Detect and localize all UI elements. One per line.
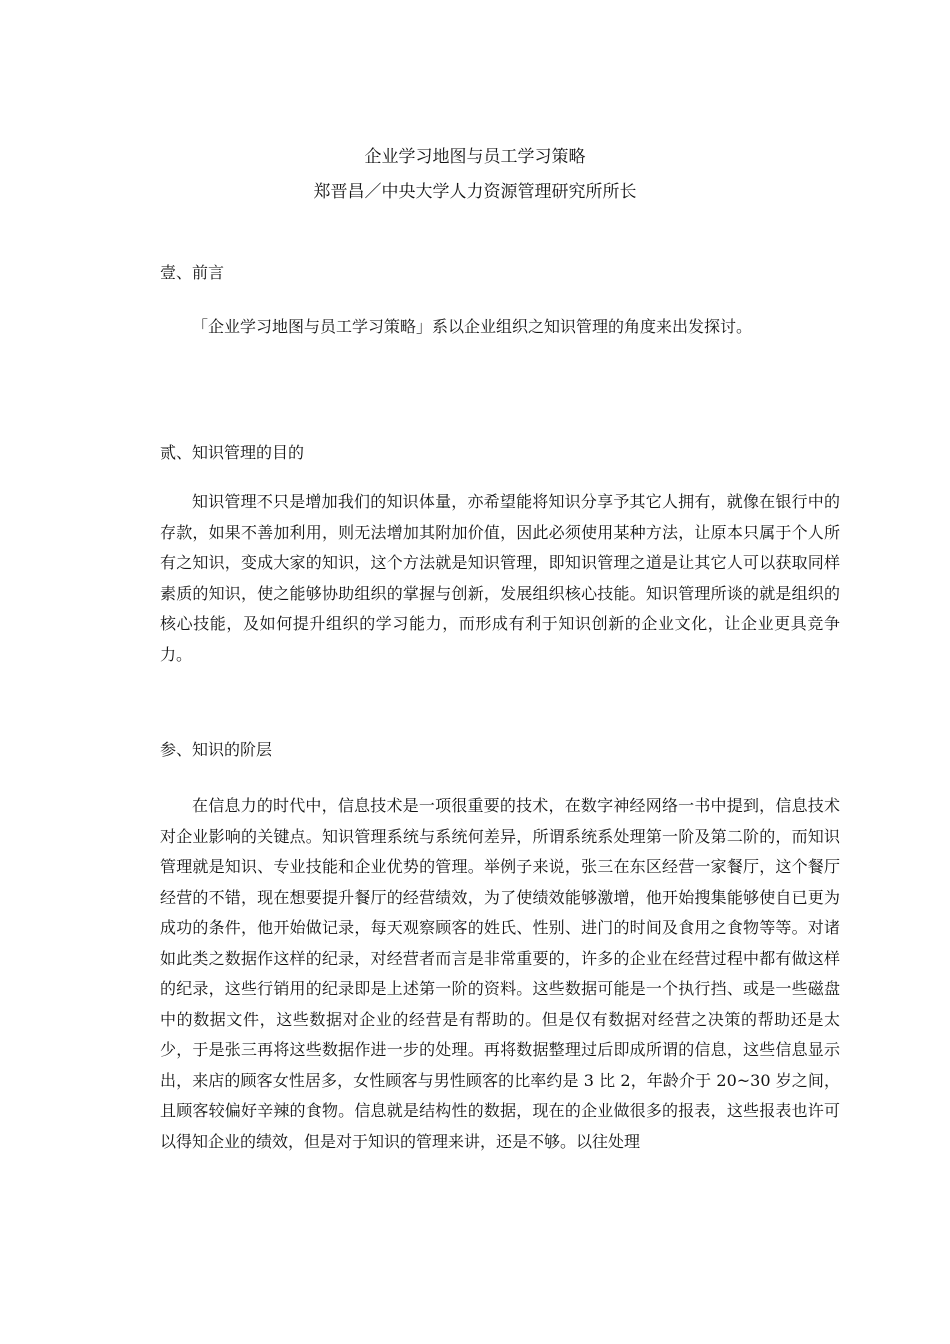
- section-paragraph-hierarchy: 在信息力的时代中，信息技术是一项很重要的技术，在数字神经网络一书中提到，信息技术对企业影响的关键点。知识管理系统与系统何差异，所谓系统系处理第一阶及第二阶的，而知识管理就是知识、专业技能和企业优势的管理。举例子来说，张三在东区经营一家餐厅，这个餐厅经营的不错，现在想要提升餐厅的经营绩效，为了使绩效能够激增，他开始搜集能够使自已更为成功的条件，他开始做记录，每天观察顾客的姓氏、性别、进门的时间及食用之食物等等。对诸如此类之数据作这样的纪录，对经营者而言是非常重要的，许多的企业在经营过程中都有做这样的纪录，这些行销用的纪录即是上述第一阶的资料。这些数据可能是一个执行挡、或是一些磁盘中的数据文件，这些数据对企业的经营是有帮助的。但是仅有数据对经营之决策的帮助还是太少，于是张三再将这些数据作进一步的处理。再将数据整理过后即成所谓的信息，这些信息显示出，来店的顾客女性居多，女性顾客与男性顾客的比率约是 3 比 2，年龄介于 20~30 岁之间，且顾客较偏好辛辣的食物。信息就是结构性的数据，现在的企业做很多的报表，这些报表也许可以得知企业的绩效，但是对于知识的管理来讲，还是不够。以往处理: [160, 796, 840, 1151]
- section-paragraph-preface: 「企业学习地图与员工学习策略」系以企业组织之知识管理的角度来出发探讨。: [192, 317, 753, 336]
- section-heading-preface: 壹、前言: [160, 263, 225, 282]
- section-heading-purpose: 贰、知识管理的目的: [160, 443, 305, 462]
- document-subtitle: 郑晋昌／中央大学人力资源管理研究所所长: [313, 182, 637, 202]
- document-title: 企业学习地图与员工学习策略: [364, 147, 586, 167]
- section-paragraph-purpose: 知识管理不只是增加我们的知识体量，亦希望能将知识分享予其它人拥有，就像在银行中的存款，如果不善加利用，则无法增加其附加价值，因此必须使用某种方法，让原本只属于个人所有之知识，变成大家的知识，这个方法就是知识管理，即知识管理之道是让其它人可以获取同样素质的知识，使之能够协助组织的掌握与创新，发展组织核心技能。知识管理所谈的就是组织的核心技能，及如何提升组织的学习能力，而形成有利于知识创新的企业文化，让企业更具竞争力。: [160, 492, 840, 664]
- section-heading-hierarchy: 参、知识的阶层: [160, 740, 273, 759]
